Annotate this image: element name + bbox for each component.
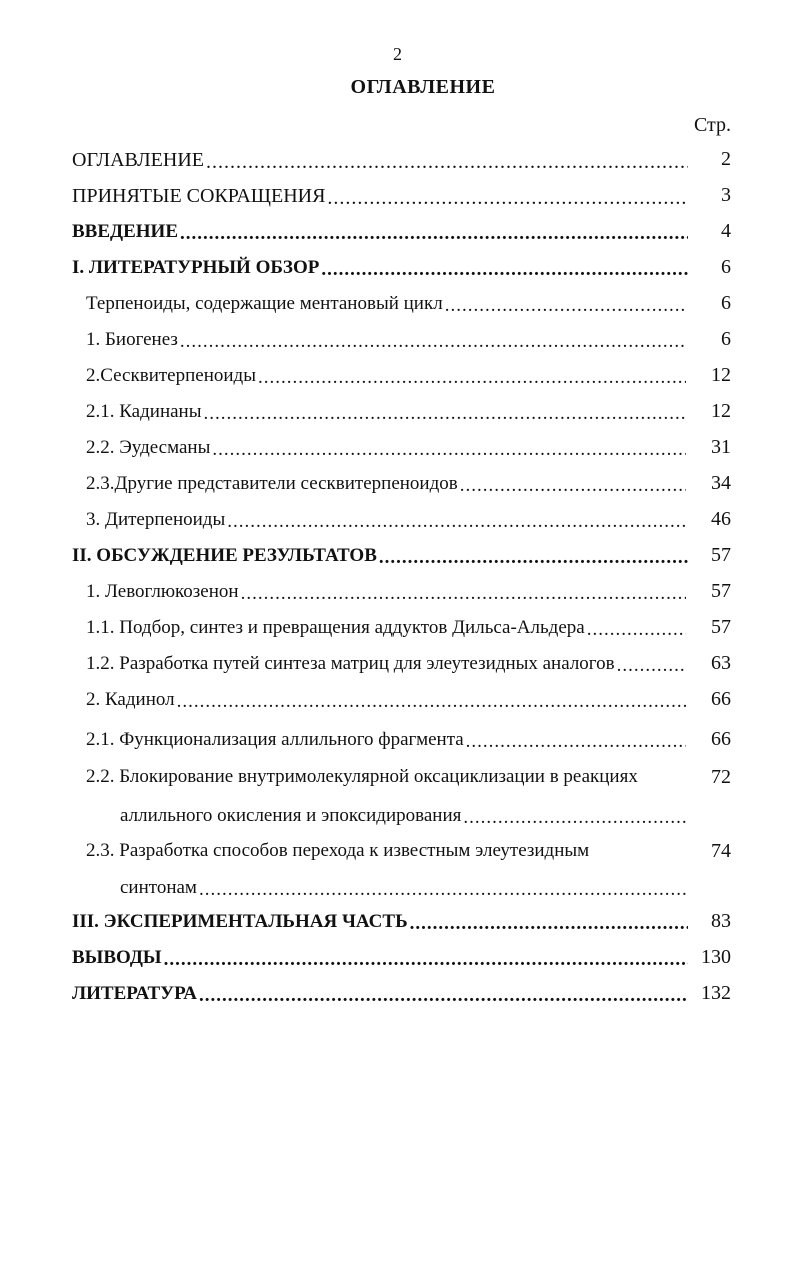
- dot-leader: [466, 731, 686, 753]
- toc-entry-text[interactable]: 2.2. Блокирование внутримолекулярной оксациклизации в реакциях: [86, 766, 638, 787]
- toc-entry-allyl-functionalization[interactable]: [86, 722, 688, 758]
- dot-leader: [206, 151, 688, 174]
- toc-entry-conclusions[interactable]: [72, 940, 690, 976]
- toc-entry-literature-review[interactable]: [72, 250, 690, 286]
- toc-entry-text: 2.1. Кадинаны: [86, 401, 202, 422]
- toc-entry-page: 130: [701, 946, 731, 968]
- page-number: 2: [393, 44, 402, 64]
- toc-entry-synthons-cont[interactable]: [120, 870, 688, 906]
- toc-entry-page: 34: [711, 472, 731, 494]
- dot-leader: [227, 511, 686, 533]
- dot-leader: [445, 295, 686, 317]
- toc-entry-page: 2: [721, 148, 731, 170]
- toc-entry-references[interactable]: [72, 976, 690, 1012]
- toc-entry-other-sesquiterpenoids[interactable]: [86, 466, 688, 502]
- toc-entry-text: ПРИНЯТЫЕ СОКРАЩЕНИЯ: [72, 184, 326, 207]
- dot-leader: [199, 879, 686, 901]
- toc-entry-sesquiterpenoids[interactable]: [86, 358, 688, 394]
- toc-entry-text: Терпеноиды, содержащие ментановый цикл: [86, 293, 443, 314]
- toc-entry-page: 6: [721, 292, 731, 314]
- toc-entry-levoglucosenone[interactable]: [86, 574, 688, 610]
- toc-entry-cadinol[interactable]: [86, 682, 688, 718]
- toc-entry-abbreviations[interactable]: [72, 178, 690, 214]
- dot-leader: [180, 331, 686, 353]
- page-column-header: Стр.: [693, 114, 731, 136]
- toc-entry-page: 132: [701, 982, 731, 1004]
- toc-entry-page: 6: [721, 256, 731, 278]
- toc-entry-page: 12: [711, 400, 731, 422]
- toc-entry-text-continued: аллильного окисления и эпоксидирования: [120, 805, 462, 826]
- dot-leader: [164, 949, 688, 971]
- toc-entry-page: 57: [711, 616, 731, 638]
- toc-entry-page: 83: [711, 910, 731, 932]
- toc-entry-diels-alder[interactable]: [86, 610, 688, 646]
- toc-entry-page: 72: [711, 766, 731, 788]
- toc-entry-text: II. ОБСУЖДЕНИЕ РЕЗУЛЬТАТОВ: [72, 545, 377, 566]
- toc-entry-terpenoids[interactable]: [86, 286, 688, 322]
- toc-title: ОГЛАВЛЕНИЕ: [350, 76, 496, 98]
- toc-entry-text: I. ЛИТЕРАТУРНЫЙ ОБЗОР: [72, 257, 320, 278]
- dot-leader: [327, 187, 688, 210]
- toc-entry-page: 6: [721, 328, 731, 350]
- toc-entry-introduction[interactable]: [72, 214, 690, 250]
- dot-leader: [587, 619, 686, 641]
- dot-leader: [258, 367, 686, 389]
- toc-entry-text-continued: синтонам: [120, 877, 197, 898]
- dot-leader: [177, 691, 686, 713]
- toc-entry-page: 66: [711, 728, 731, 750]
- toc-entry-page: 66: [711, 688, 731, 710]
- toc-entry-cadinanes[interactable]: [86, 394, 688, 430]
- dot-leader: [203, 403, 686, 425]
- toc-entry-text: 2.Сесквитерпеноиды: [86, 365, 256, 386]
- toc-entry-page: 12: [711, 364, 731, 386]
- toc-entry-text: 1. Левоглюкозенон: [86, 581, 239, 602]
- toc-entry-page: 4: [721, 220, 731, 242]
- dot-leader: [379, 547, 688, 569]
- toc-entry-text: 1.2. Разработка путей синтеза матриц для элеутезидных аналогов: [86, 653, 615, 674]
- toc-entry-text: ОГЛАВЛЕНИЕ: [72, 148, 204, 171]
- toc-entry-page: 31: [711, 436, 731, 458]
- toc-entry-text: ВЫВОДЫ: [72, 947, 162, 968]
- toc-entry-text: 3. Дитерпеноиды: [86, 509, 226, 530]
- dot-leader: [241, 583, 686, 605]
- toc-entry-text[interactable]: 2.3. Разработка способов перехода к известным элеутезидным: [86, 840, 590, 861]
- toc-entry-biogenesis[interactable]: [86, 322, 688, 358]
- toc-entry-text: 1.1. Подбор, синтез и превращения аддуктов Дильса-Альдера: [86, 617, 585, 638]
- dot-leader: [180, 223, 688, 245]
- toc-entry-page: 57: [711, 544, 731, 566]
- dot-leader: [199, 985, 688, 1007]
- toc-entry-matrix-synthesis[interactable]: [86, 646, 688, 682]
- toc-entry-text: 1. Биогенез: [86, 329, 178, 350]
- toc-entry-page: 57: [711, 580, 731, 602]
- toc-entry-contents[interactable]: [72, 142, 690, 178]
- dot-leader: [617, 655, 686, 677]
- toc-entry-text: 2.3.Другие представители сесквитерпеноидов: [86, 473, 458, 494]
- toc-entry-text: 2. Кадинол: [86, 689, 175, 710]
- dot-leader: [212, 439, 686, 461]
- toc-entry-text: 2.1. Функционализация аллильного фрагмента: [86, 729, 464, 750]
- dot-leader: [463, 807, 686, 829]
- toc-entry-page: 74: [711, 840, 731, 862]
- toc-entry-text: ЛИТЕРАТУРА: [72, 983, 198, 1004]
- toc-entry-text: III. ЭКСПЕРИМЕНТАЛЬНАЯ ЧАСТЬ: [72, 911, 408, 932]
- toc-entry-page: 63: [711, 652, 731, 674]
- toc-entry-eudesmanes[interactable]: [86, 430, 688, 466]
- dot-leader: [410, 913, 688, 935]
- toc-entry-diterpenoids[interactable]: [86, 502, 688, 538]
- dot-leader: [460, 475, 686, 497]
- toc-entry-text: 2.2. Эудесманы: [86, 437, 211, 458]
- toc-entry-text: ВВЕДЕНИЕ: [72, 221, 178, 242]
- toc-entry-page: 3: [721, 184, 731, 206]
- toc-entry-oxacyclization-cont[interactable]: [120, 798, 688, 834]
- toc-entry-results-discussion[interactable]: [72, 538, 690, 574]
- dot-leader: [321, 259, 688, 281]
- toc-entry-page: 46: [711, 508, 731, 530]
- toc-entry-experimental[interactable]: [72, 904, 690, 940]
